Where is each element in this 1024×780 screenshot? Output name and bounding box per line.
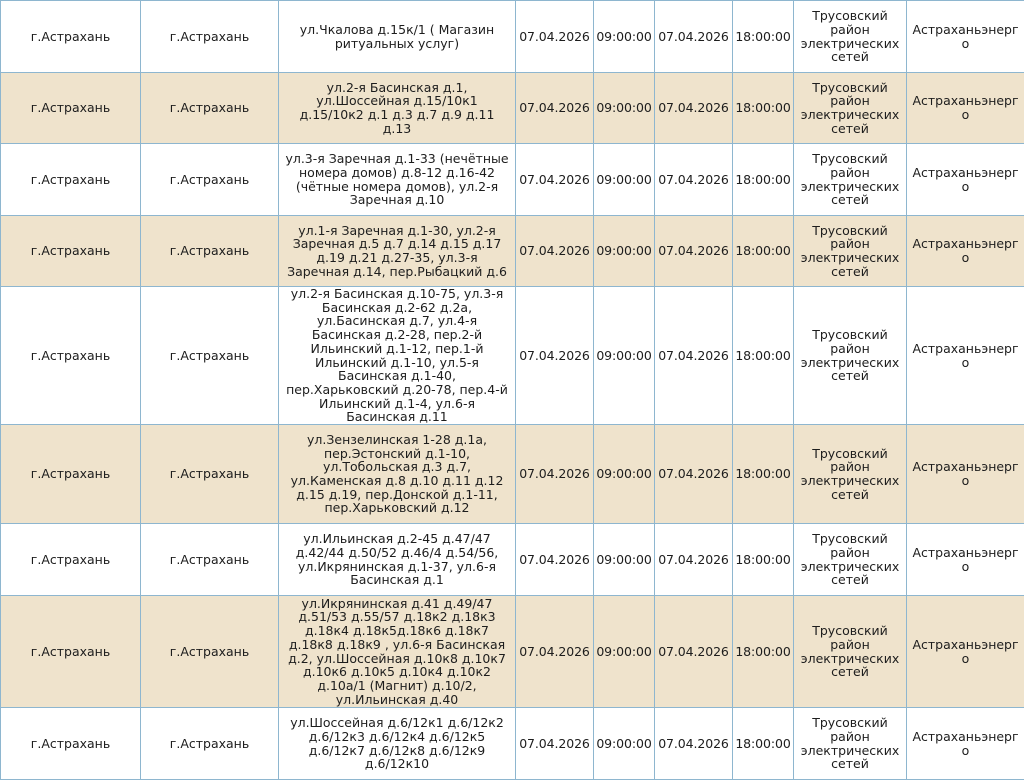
start-time-cell: 09:00:00 [594, 425, 655, 524]
end-time-cell: 18:00:00 [733, 73, 794, 144]
locality-cell: г.Астрахань [141, 73, 279, 144]
start-time-cell: 09:00:00 [594, 73, 655, 144]
end-time-cell: 18:00:00 [733, 524, 794, 596]
company-cell: Астраханьэнерго [907, 1, 1024, 73]
city-cell: г.Астрахань [1, 287, 141, 425]
city-cell: г.Астрахань [1, 1, 141, 73]
table-row [1, 73, 1024, 144]
end-date-cell: 07.04.2026 [655, 425, 733, 524]
city-cell: г.Астрахань [1, 216, 141, 287]
table-row [1, 216, 1024, 287]
start-date-cell: 07.04.2026 [516, 73, 594, 144]
address-cell: ул.2-я Басинская д.10-75, ул.3-я Басинская д.2-62 д.2а, ул.Басинская д.7, ул.4-я Басинская д.2-28, пер.2-й Ильинский д.1-12, пер.1-й Ильинский д.1-10, ул.5-я Басинская д.1-40, пер.Харьковский д.20-78, пер.4-й Ильинский д.1-4, ул.6-я Басинская д.11 [279, 287, 516, 425]
company-cell: Астраханьэнерго [907, 144, 1024, 216]
end-date-cell: 07.04.2026 [655, 596, 733, 708]
end-date-cell: 07.04.2026 [655, 216, 733, 287]
company-cell: Астраханьэнерго [907, 425, 1024, 524]
district-cell: Трусовский район электрических сетей [794, 287, 907, 425]
start-date-cell: 07.04.2026 [516, 287, 594, 425]
district-cell: Трусовский район электрических сетей [794, 596, 907, 708]
company-cell: Астраханьэнерго [907, 524, 1024, 596]
address-cell: ул.Зензелинская 1-28 д.1а, пер.Эстонский д.1-10, ул.Тобольская д.3 д.7, ул.Каменская д.8 д.10 д.11 д.12 д.15 д.19, пер.Донской д.1-11, пер.Харьковский д.12 [279, 425, 516, 524]
district-cell: Трусовский район электрических сетей [794, 708, 907, 780]
address-cell: ул.Чкалова д.15к/1 ( Магазин ритуальных услуг) [279, 1, 516, 73]
start-date-cell: 07.04.2026 [516, 596, 594, 708]
locality-cell: г.Астрахань [141, 708, 279, 780]
district-cell: Трусовский район электрических сетей [794, 524, 907, 596]
start-time-cell: 09:00:00 [594, 1, 655, 73]
address-cell: ул.Шоссейная д.6/12к1 д.6/12к2 д.6/12к3 д.6/12к4 д.6/12к5 д.6/12к7 д.6/12к8 д.6/12к9 д.6/12к10 [279, 708, 516, 780]
start-date-cell: 07.04.2026 [516, 524, 594, 596]
city-cell: г.Астрахань [1, 425, 141, 524]
city-cell: г.Астрахань [1, 144, 141, 216]
table-row [1, 596, 1024, 708]
district-cell: Трусовский район электрических сетей [794, 216, 907, 287]
table-row [1, 1, 1024, 73]
end-date-cell: 07.04.2026 [655, 708, 733, 780]
district-cell: Трусовский район электрических сетей [794, 73, 907, 144]
table-row [1, 144, 1024, 216]
locality-cell: г.Астрахань [141, 425, 279, 524]
company-cell: Астраханьэнерго [907, 708, 1024, 780]
company-cell: Астраханьэнерго [907, 216, 1024, 287]
locality-cell: г.Астрахань [141, 287, 279, 425]
start-time-cell: 09:00:00 [594, 144, 655, 216]
city-cell: г.Астрахань [1, 708, 141, 780]
end-date-cell: 07.04.2026 [655, 524, 733, 596]
start-date-cell: 07.04.2026 [516, 216, 594, 287]
table-row [1, 524, 1024, 596]
city-cell: г.Астрахань [1, 596, 141, 708]
start-date-cell: 07.04.2026 [516, 425, 594, 524]
start-time-cell: 09:00:00 [594, 596, 655, 708]
city-cell: г.Астрахань [1, 73, 141, 144]
start-time-cell: 09:00:00 [594, 216, 655, 287]
company-cell: Астраханьэнерго [907, 73, 1024, 144]
end-date-cell: 07.04.2026 [655, 144, 733, 216]
end-time-cell: 18:00:00 [733, 708, 794, 780]
locality-cell: г.Астрахань [141, 596, 279, 708]
start-time-cell: 09:00:00 [594, 287, 655, 425]
address-cell: ул.1-я Заречная д.1-30, ул.2-я Заречная д.5 д.7 д.14 д.15 д.17 д.19 д.21 д.27-35, ул.3-я Заречная д.14, пер.Рыбацкий д.6 [279, 216, 516, 287]
address-cell: ул.Икрянинская д.41 д.49/47 д.51/53 д.55/57 д.18к2 д.18к3 д.18к4 д.18к5д.18к6 д.18к7 д.18к8 д.18к9 , ул.6-я Басинская д.2, ул.Шоссейная д.10к8 д.10к7 д.10к6 д.10к5 д.10к4 д.10к2 д.10а/1 (Магнит) д.10/2, ул.Ильинская д.40 [279, 596, 516, 708]
start-date-cell: 07.04.2026 [516, 144, 594, 216]
table-row [1, 287, 1024, 425]
end-date-cell: 07.04.2026 [655, 1, 733, 73]
city-cell: г.Астрахань [1, 524, 141, 596]
company-cell: Астраханьэнерго [907, 287, 1024, 425]
end-time-cell: 18:00:00 [733, 1, 794, 73]
end-time-cell: 18:00:00 [733, 425, 794, 524]
locality-cell: г.Астрахань [141, 524, 279, 596]
end-time-cell: 18:00:00 [733, 596, 794, 708]
end-time-cell: 18:00:00 [733, 287, 794, 425]
district-cell: Трусовский район электрических сетей [794, 144, 907, 216]
locality-cell: г.Астрахань [141, 1, 279, 73]
locality-cell: г.Астрахань [141, 144, 279, 216]
company-cell: Астраханьэнерго [907, 596, 1024, 708]
end-time-cell: 18:00:00 [733, 216, 794, 287]
start-time-cell: 09:00:00 [594, 524, 655, 596]
locality-cell: г.Астрахань [141, 216, 279, 287]
address-cell: ул.Ильинская д.2-45 д.47/47 д.42/44 д.50/52 д.46/4 д.54/56, ул.Икрянинская д.1-37, ул.6-я Басинская д.1 [279, 524, 516, 596]
end-date-cell: 07.04.2026 [655, 73, 733, 144]
district-cell: Трусовский район электрических сетей [794, 1, 907, 73]
address-cell: ул.3-я Заречная д.1-33 (нечётные номера домов) д.8-12 д.16-42 (чётные номера домов), ул.2-я Заречная д.10 [279, 144, 516, 216]
start-date-cell: 07.04.2026 [516, 1, 594, 73]
end-date-cell: 07.04.2026 [655, 287, 733, 425]
district-cell: Трусовский район электрических сетей [794, 425, 907, 524]
address-cell: ул.2-я Басинская д.1, ул.Шоссейная д.15/10к1 д.15/10к2 д.1 д.3 д.7 д.9 д.11 д.13 [279, 73, 516, 144]
table-row [1, 425, 1024, 524]
start-time-cell: 09:00:00 [594, 708, 655, 780]
start-date-cell: 07.04.2026 [516, 708, 594, 780]
end-time-cell: 18:00:00 [733, 144, 794, 216]
